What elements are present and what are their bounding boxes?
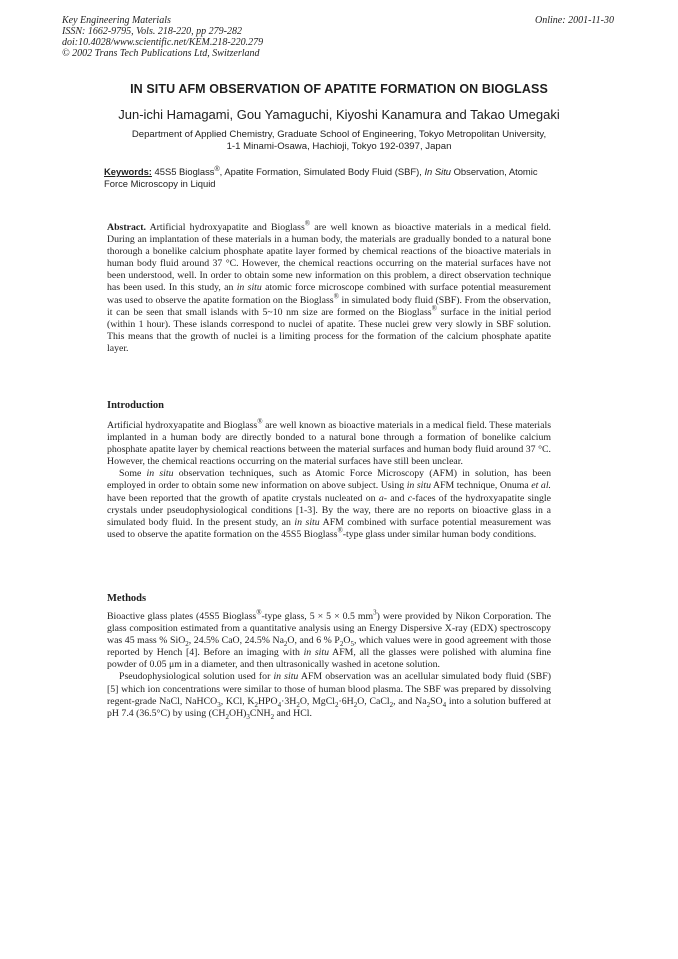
paper-title: IN SITU AFM OBSERVATION OF APATITE FORMATION ON BIOGLASS [130,82,548,96]
journal-name: Key Engineering Materials [62,15,171,26]
authors: Jun-ichi Hamagami, Gou Yamaguchi, Kiyoshi Kanamura and Takao Umegaki [118,107,560,122]
journal-header [62,15,263,59]
methods-paragraph-2: Pseudophysiological solution used for in situ AFM observation was an acellular simulated body fluid (SBF) [5] which ion concentrations were similar to those of human blood plasma. The SBF was prepared by dissolving regent-grade NaCl, NaHCO$_3$, KCl, $K_2HPO_4\cdot 3H_2O$, $MgCl_2\cdot 6H_2O$, CaCl$_2$, and $Na_2SO_4$ into a solution buffered at pH 7.4 (36.5°C) by using $(CH_2OH)_3CNH_2$ and HCl. [107,671,552,721]
methods-heading: Methods [107,593,147,604]
affiliation-line-1: Department of Applied Chemistry, Graduate School of Engineering, Tokyo Metropolitan University, [131,129,547,140]
abstract-label: Abstract. [107,222,146,233]
doi-line: doi:10.4028/www.scientific.net/KEM.218-220.279 [62,37,264,48]
abstract: Abstract. Artificial hydroxyapatite and Bioglass® are well known as bioactive materials in a medical field. During an implantation of these materials in a human body, the materials are gradually bonded to a natural bone thorough a bonelike calcium phosphate apatite layer formed by chemical reactions of the bioactive materials in human body fluid around 37 °C. However, the chemical reactions occurring on the material surfaces have not been understood, well. In order to obtain some new information on this problem, a direct observation technique has been used. In this study, an in situ atomic force microscope combined with surface potential measurement was used to observe the apatite formation on the Bioglass® in simulated body fluid (SBF). From the observation, it can be seen that small islands with 5~10 nm size are formed on the Bioglass® surface in the initial period (within 1 hour). These islands correspond to nuclei of apatite. These nuclei grew very slowly in SBF solution. This means that the growth of nuclei is a limiting process for the formation of the calcium phosphate apatite layer. [107,219,552,354]
issn-line: ISSN: 1662-9795, Vols. 218-220, pp 279-282 [62,26,242,37]
affiliation [0,129,678,153]
keywords-label: Keywords: [104,166,152,177]
introduction-heading: Introduction [107,400,164,411]
copyright-line: © 2002 Trans Tech Publications Ltd, Switzerland [62,48,260,59]
introduction-text [107,417,552,541]
methods-text [107,608,552,721]
affiliation-line-2: 1-1 Minami-Osawa, Hachioji, Tokyo 192-0397, Japan [226,141,452,152]
introduction-paragraph-1: Artificial hydroxyapatite and Bioglass® are well known as bioactive materials in a medical field. These materials implanted in a human body are directly bonded to a natural bone through a formation of bonelike calcium phosphate apatite layer by chemical reactions between the material surfaces and human body fluid around 37 °C. However, the chemical reactions occurring on the material surfaces have still been unclear. [107,417,552,468]
methods-paragraph-1: Bioactive glass plates (45S5 Bioglass®-type glass, 5 × 5 × 0.5 $mm^3$) were provided by Nikon Corporation. The glass composition estimated from a quantitative analysis using an Energy Dispersive X-ray (EDX) spectroscopy was 45 mass % SiO$_2$, 24.5% CaO, 24.5% $Na_2O$, and 6 % $P_2O_5$, which values were in good agreement with those reported by Hench [4]. Before an imaging with in situ AFM, all the glasses were polished with alumina fine powder of 0.05 μm in a diameter, and then ultrasonically washed in acetone solution. [107,608,551,671]
keywords: Keywords: 45S5 Bioglass®, Apatite Formation, Simulated Body Fluid (SBF), In Situ Observation, Atomic Force Microscopy in Liquid [104,165,538,189]
introduction-paragraph-2: Some in situ observation techniques, such as Atomic Force Microscopy (AFM) in solution, has been employed in order to obtain some new information on above subject. Using in situ AFM technique, Onuma et al. have been reported that the growth of apatite crystals nucleated on a- and c-faces of the hydroxyapatite single crystals under pseudophysiological conditions [1-3]. By the way, there are no reports on bioactive glass in a simulated body fluid. In the present study, an in situ AFM combined with surface potential measurement was used to observe the apatite formation on the 45S5 Bioglass®-type glass under similar human body conditions. [107,468,552,540]
online-date: Online: 2001-11-30 [535,15,614,26]
